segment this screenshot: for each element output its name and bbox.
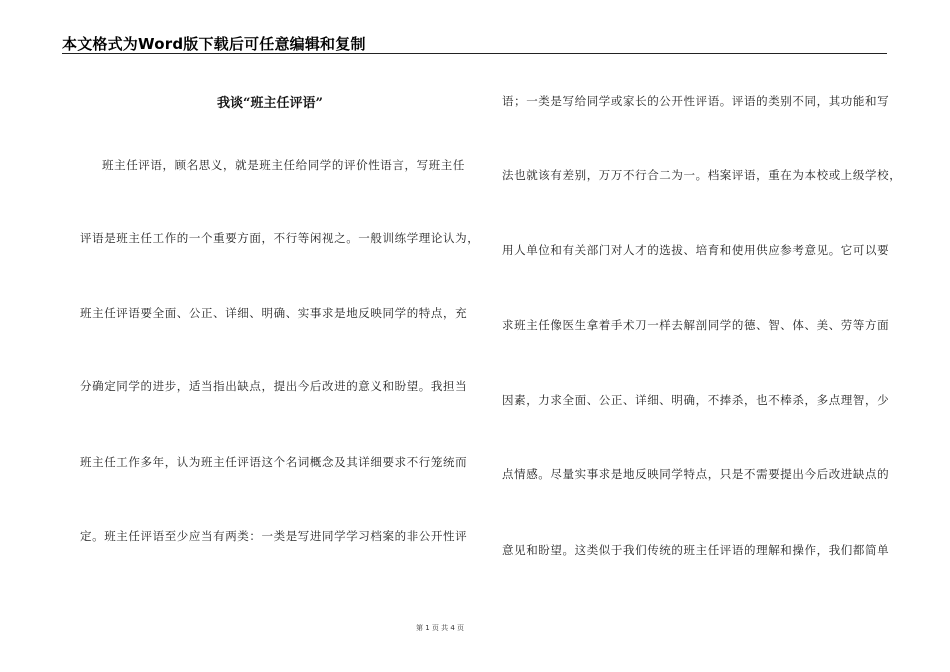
- paragraph-line: 因素，力求全面、公正、详细、明确，不捧杀，也不棒杀，多点理智，少: [502, 393, 890, 407]
- paragraph-line: 用人单位和有关部门对人才的选拔、培育和使用供应参考意见。它可以要: [502, 243, 890, 257]
- paragraph-line: 定。班主任评语至少应当有两类：一类是写进同学学习档案的非公开性评: [80, 529, 468, 543]
- header-divider: [62, 53, 887, 54]
- paragraph-line: 评语是班主任工作的一个重要方面，不行等闲视之。一般训练学理论认为，: [80, 231, 480, 245]
- paragraph-line: 班主任工作多年，认为班主任评语这个名词概念及其详细要求不行笼统而: [80, 455, 468, 469]
- page-indicator: 第 1 页 共 4 页: [415, 624, 465, 632]
- paragraph-line: 法也就该有差别，万万不行合二为一。档案评语，重在为本校或上级学校，: [502, 168, 902, 182]
- paragraph-line: 意见和盼望。这类似于我们传统的班主任评语的理解和操作，我们都简单: [502, 543, 890, 557]
- paragraph-line: 求班主任像医生拿着手术刀一样去解剖同学的德、智、体、美、劳等方面: [502, 318, 890, 332]
- paragraph-line: 班主任评语，顾名思义，就是班主任给同学的评价性语言，写班主任: [102, 158, 465, 172]
- paragraph-line: 分确定同学的进步，适当指出缺点，提出今后改进的意义和盼望。我担当: [80, 379, 468, 393]
- paragraph-line: 语；一类是写给同学或家长的公开性评语。评语的类别不同，其功能和写: [502, 94, 890, 108]
- download-banner: 本文格式为Word版下载后可任意编辑和复制: [62, 35, 366, 53]
- paragraph-line: 点情感。尽量实事求是地反映同学特点，只是不需要提出今后改进缺点的: [502, 467, 890, 481]
- document-title: 我谈“班主任评语”: [217, 96, 323, 111]
- paragraph-line: 班主任评语要全面、公正、详细、明确、实事求是地反映同学的特点，充: [80, 306, 468, 320]
